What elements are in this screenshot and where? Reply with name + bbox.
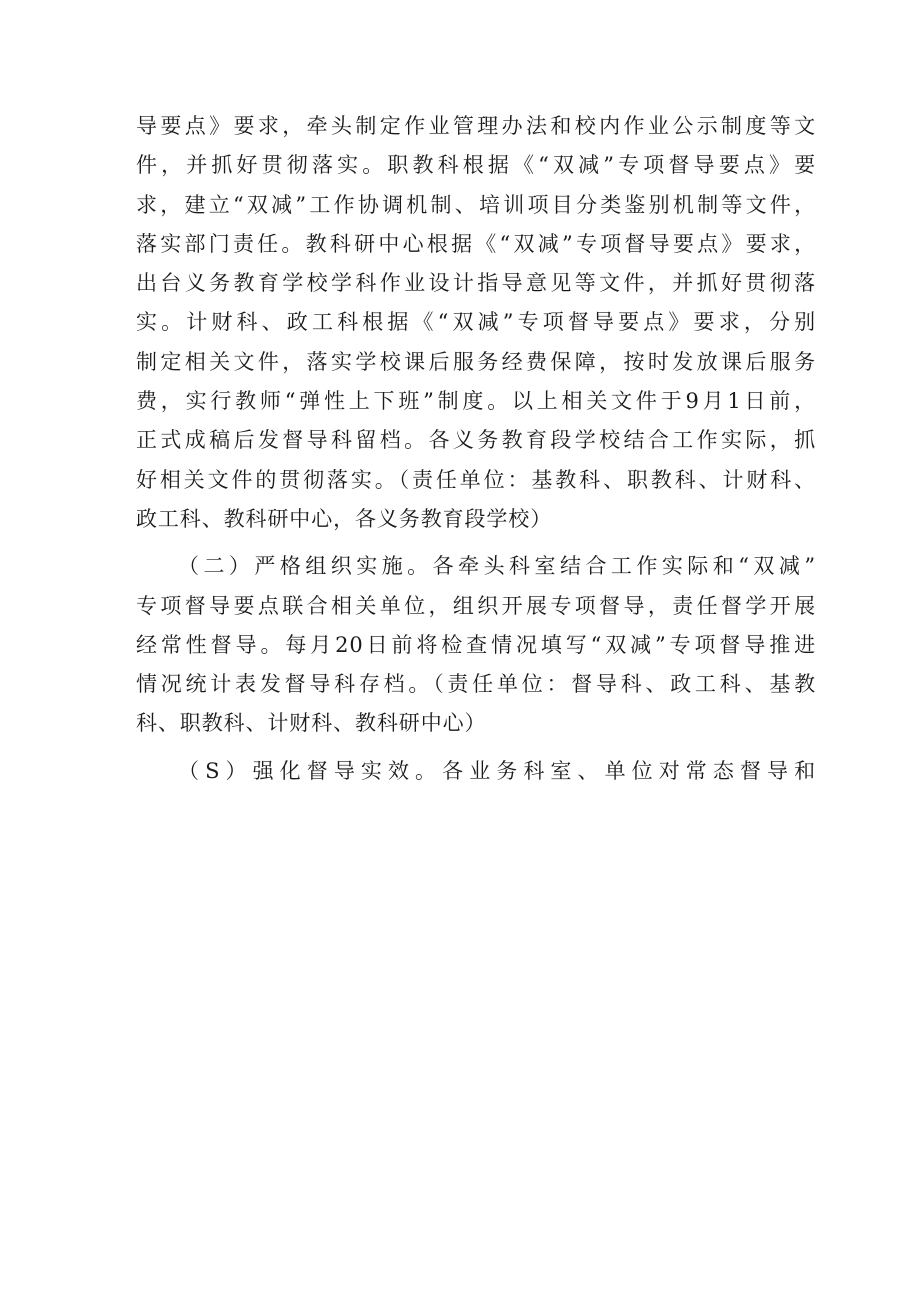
paragraph-gap	[136, 539, 816, 547]
text-line: 求，建立“双减”工作协调机制、培训项目分类鉴别机制等文件，	[136, 192, 816, 217]
text-line: 好相关文件的贯彻落实。（责任单位：基教科、职教科、计财科、	[136, 467, 816, 492]
text-line: （二）严格组织实施。各牵头科室结合工作实际和“双减”	[178, 554, 816, 579]
text-line: 出台义务教育学校学科作业设计指导意见等文件，并抓好贯彻落	[136, 271, 816, 296]
text-line: （S）强化督导实效。各业务科室、单位对常态督导和	[178, 758, 816, 783]
text-line: 科、职教科、计财科、教科研中心）	[136, 711, 487, 736]
text-line: 导要点》要求，牵头制定作业管理办法和校内作业公示制度等文	[136, 114, 816, 138]
text-line: 落实部门责任。教科研中心根据《“双减”专项督导要点》要求，	[136, 231, 816, 256]
text-line: 件，并抓好贯彻落实。职教科根据《“双减”专项督导要点》要	[136, 153, 816, 178]
text-line: 政工科、教科研中心，各义务教育段学校）	[136, 506, 553, 531]
text-line: 费，实行教师“弹性上下班”制度。以上相关文件于9月1日前，	[136, 389, 816, 414]
text-line: 情况统计表发督导科存档。（责任单位：督导科、政工科、基教	[136, 672, 816, 697]
paragraph-gap	[136, 744, 816, 752]
text-line: 实。计财科、政工科根据《“双减”专项督导要点》要求，分别	[136, 310, 816, 335]
text-line: 制定相关文件，落实学校课后服务经费保障，按时发放课后服务	[136, 349, 816, 374]
paragraph-2	[136, 547, 816, 743]
text-line: 正式成稿后发督导科留档。各义务教育段学校结合工作实际，抓	[136, 428, 816, 453]
text-line: 经常性督导。每月20日前将检查情况填写“双减”专项督导推进	[136, 632, 816, 657]
paragraph-3	[136, 752, 816, 791]
paragraph-1	[136, 107, 816, 539]
text-line: 专项督导要点联合相关单位，组织开展专项督导，责任督学开展	[136, 593, 816, 618]
document-body	[136, 107, 816, 791]
